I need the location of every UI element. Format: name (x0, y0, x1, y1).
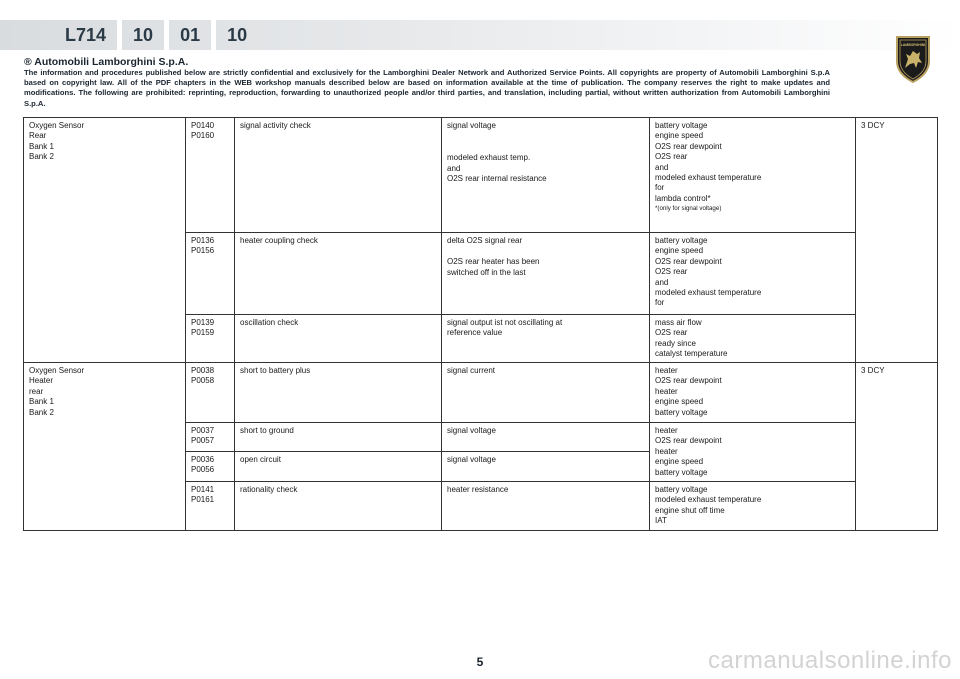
conditions-cell (650, 363, 856, 423)
conditions-cell (650, 233, 856, 315)
check-cell (235, 452, 442, 482)
doc-code-subsection: 10 (227, 25, 248, 45)
enable-conditions: battery voltage engine speed O2S rear dewpoint O2S rear and modeled exhaust temperature for lambda control* (655, 121, 762, 203)
component-label: Oxygen Sensor Rear Bank 1 Bank 2 (29, 121, 85, 162)
fault-codes: P0038 P0058 (191, 366, 215, 386)
document-codes (54, 20, 258, 50)
check-description: open circuit (240, 455, 281, 464)
fault-codes: P0036 P0056 (191, 455, 215, 475)
mil-illumination: 3 DCY (861, 366, 885, 375)
mil-illumination: 3 DCY (861, 121, 885, 130)
diagnostics-table (23, 117, 938, 531)
check-cell (235, 482, 442, 531)
enable-conditions: battery voltage modeled exhaust temperature engine shut off time IAT (655, 485, 762, 526)
signal-threshold-description: O2S rear heater has been switched off in the last (447, 257, 540, 277)
signal-cell (442, 233, 650, 315)
enable-conditions: heater O2S rear dewpoint heater engine speed battery voltage (655, 366, 722, 417)
signal-description: signal current (447, 366, 496, 375)
fault-code-cell (186, 233, 235, 315)
conditions-cell (650, 315, 856, 363)
check-description: heater coupling check (240, 236, 318, 245)
spacer (447, 131, 644, 142)
mil-cell (856, 363, 938, 531)
fault-codes: P0136 P0156 (191, 236, 215, 256)
signal-threshold-description: modeled exhaust temp. and O2S rear internal resistance (447, 153, 547, 184)
check-cell (235, 423, 442, 452)
signal-description: delta O2S signal rear (447, 236, 523, 245)
fault-code-cell (186, 363, 235, 423)
fault-code-cell (186, 423, 235, 452)
doc-code-section: 01 (180, 25, 201, 45)
fault-codes: P0139 P0159 (191, 318, 215, 338)
watermark: carmanualsonline.info (708, 647, 952, 674)
fault-codes: P0141 P0161 (191, 485, 215, 505)
mil-cell (856, 118, 938, 363)
table-row (24, 363, 938, 423)
conditions-cell (650, 118, 856, 233)
enable-conditions: battery voltage engine speed O2S rear dewpoint O2S rear and modeled exhaust temperature for (655, 236, 762, 308)
svg-text:LAMBORGHINI: LAMBORGHINI (900, 43, 926, 47)
check-cell (235, 363, 442, 423)
check-description: oscillation check (240, 318, 299, 327)
fault-code-cell (186, 315, 235, 363)
signal-cell (442, 482, 650, 531)
signal-cell (442, 315, 650, 363)
copyright-notice: The information and procedures published below are strictly confidential and exclusively for the Lamborghini Dealer Network and Authorized Service Points. All copyrights are property of Automobili Lamborghini S.p.A based on copyright law. All of the PDF chapters in the WEB workshop manuals described below are based on information available at the time of publication. The company reserves the right to make updates and modifications. The following are prohibited: reprinting, reproduction, forwarding to unauthorized people and/or third parties, and translation, including partial, without written authorization from Automobili Lamborghini S.p.A. (24, 68, 830, 108)
signal-cell (442, 423, 650, 452)
signal-cell (442, 363, 650, 423)
conditions-cell (650, 423, 856, 482)
page-number: 5 (476, 655, 484, 669)
doc-code-group: 10 (133, 25, 154, 45)
fault-codes: P0140 P0160 (191, 121, 215, 141)
component-cell (24, 118, 186, 363)
component-label: Oxygen Sensor Heater rear Bank 1 Bank 2 (29, 366, 85, 417)
conditions-cell (650, 482, 856, 531)
fault-code-cell (186, 482, 235, 531)
spacer (447, 142, 644, 153)
signal-description: signal output ist not oscillating at reference value (447, 318, 563, 338)
enable-conditions: mass air flow O2S rear ready since catalyst temperature (655, 318, 728, 359)
company-name: ® Automobili Lamborghini S.p.A. (24, 56, 189, 68)
doc-code-model: L714 (65, 25, 107, 45)
check-description: signal activity check (240, 121, 311, 130)
signal-description: heater resistance (447, 485, 509, 494)
lamborghini-logo (895, 35, 931, 83)
fault-code-cell (186, 118, 235, 233)
check-cell (235, 315, 442, 363)
check-description: short to ground (240, 426, 294, 435)
check-description: short to battery plus (240, 366, 311, 375)
check-description: rationality check (240, 485, 298, 494)
signal-cell (442, 452, 650, 482)
component-cell (24, 363, 186, 531)
fault-code-cell (186, 452, 235, 482)
fault-codes: P0037 P0057 (191, 426, 215, 446)
signal-description: signal voltage (447, 121, 496, 130)
signal-description: signal voltage (447, 455, 496, 464)
spacer (447, 246, 644, 257)
signal-description: signal voltage (447, 426, 496, 435)
table-row (24, 118, 938, 233)
footnote: *(only for signal voltage) (655, 205, 722, 213)
check-cell (235, 233, 442, 315)
check-cell (235, 118, 442, 233)
signal-cell (442, 118, 650, 233)
enable-conditions: heater O2S rear dewpoint heater engine speed battery voltage (655, 426, 722, 477)
